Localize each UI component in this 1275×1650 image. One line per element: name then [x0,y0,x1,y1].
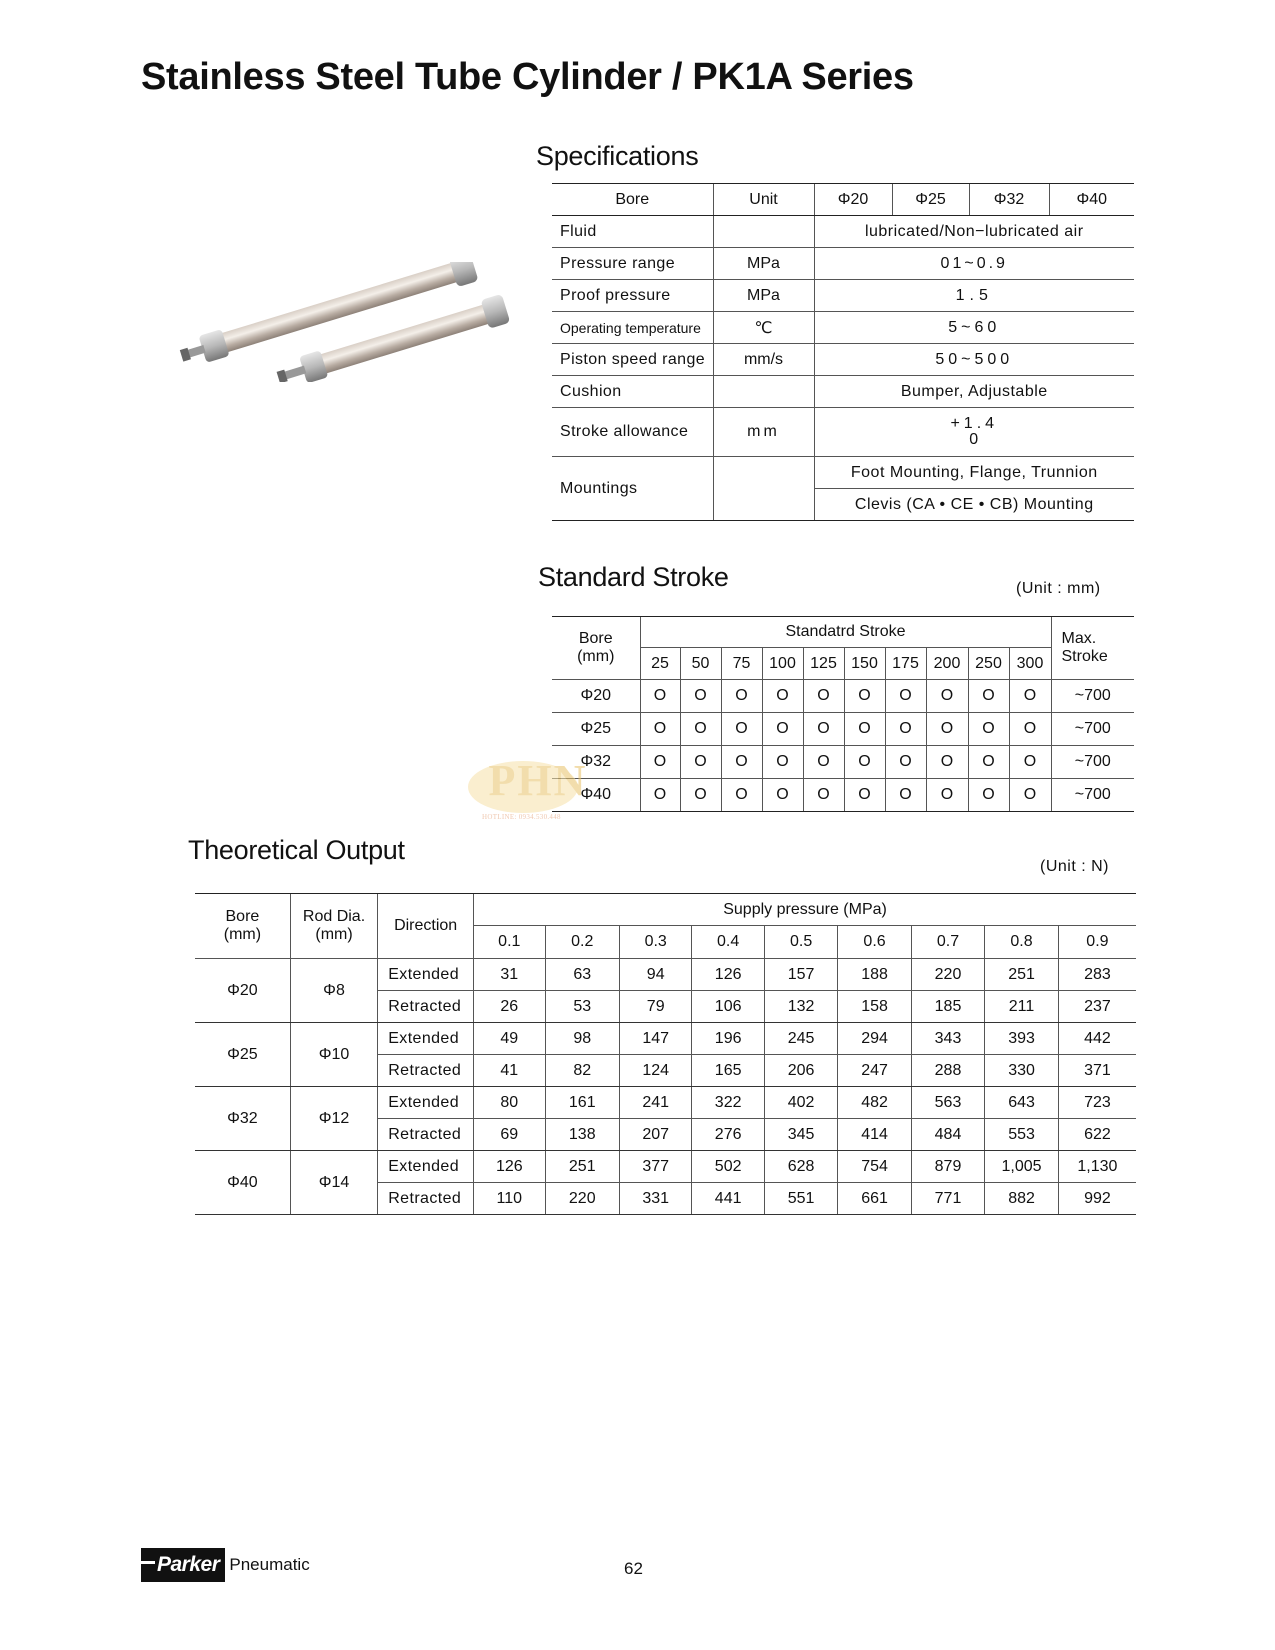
stroke-available-mark: O [1009,680,1051,713]
output-row-extended [195,1087,1136,1119]
stroke-available-mark: O [844,713,885,746]
spec-header-bore: Bore [552,184,713,216]
output-direction: Retracted [378,991,474,1023]
output-force-value: 241 [619,1087,691,1119]
output-force-value: 106 [692,991,764,1023]
output-force-value: 82 [545,1055,619,1087]
output-force-value: 211 [985,991,1059,1023]
stroke-available-mark: O [640,779,680,812]
pressure-header: 0.8 [985,926,1059,959]
stroke-available-mark: O [926,680,968,713]
spec-row-proof-pressure [552,280,1134,312]
stroke-max: ~700 [1051,779,1134,812]
output-direction: Retracted [378,1119,474,1151]
stroke-group-header: Standatrd Stroke [640,617,1051,648]
output-force-value: 138 [545,1119,619,1151]
stroke-available-mark: O [640,680,680,713]
spec-item: Fluid [552,216,713,248]
output-rod-header-line1: Rod Dia. [302,908,366,925]
output-force-value: 1,130 [1058,1151,1136,1183]
output-force-value: 643 [985,1087,1059,1119]
stroke-available-mark: O [1009,779,1051,812]
stroke-available-mark: O [885,713,926,746]
output-force-value: 377 [619,1151,691,1183]
output-force-value: 98 [545,1023,619,1055]
output-force-value: 207 [619,1119,691,1151]
output-force-value: 330 [985,1055,1059,1087]
stroke-available-mark: O [680,779,721,812]
spec-value: Foot Mounting, Flange, Trunnion [814,457,1134,489]
stroke-available-mark: O [885,746,926,779]
output-force-value: 553 [985,1119,1059,1151]
stroke-available-mark: O [968,779,1009,812]
spec-value-tolerance [814,408,1134,457]
output-row-extended [195,1023,1136,1055]
stroke-available-mark: O [968,746,1009,779]
stroke-row [552,746,1134,779]
spec-item: Piston speed range [552,344,713,376]
stroke-length-header: 50 [680,648,721,680]
stroke-bore: Φ25 [552,713,640,746]
stroke-available-mark: O [762,779,803,812]
spec-unit [713,376,814,408]
stroke-available-mark: O [803,779,844,812]
stroke-available-mark: O [640,746,680,779]
output-force-value: 393 [985,1023,1059,1055]
tolerance-lower: 0 [969,430,980,448]
stroke-available-mark: O [844,746,885,779]
output-force-value: 723 [1058,1087,1136,1119]
spec-item: Cushion [552,376,713,408]
output-force-value: 345 [764,1119,837,1151]
output-force-value: 26 [474,991,545,1023]
stroke-unit-note: (Unit : mm) [1016,580,1101,597]
stroke-available-mark: O [803,713,844,746]
output-force-value: 482 [838,1087,911,1119]
spec-item: Proof pressure [552,280,713,312]
output-row-extended [195,1151,1136,1183]
output-direction: Retracted [378,1055,474,1087]
output-force-value: 754 [838,1151,911,1183]
spec-item: Operating temperature [552,312,713,344]
output-rod: Φ14 [290,1151,377,1215]
watermark-text: PHN [488,756,588,805]
spec-unit: MPa [713,280,814,312]
stroke-available-mark: O [721,680,762,713]
stroke-length-header: 175 [885,648,926,680]
output-force-value: 69 [474,1119,545,1151]
output-force-value: 484 [911,1119,984,1151]
output-bore-header-line1: Bore [225,908,260,925]
parker-logo [141,1548,310,1582]
output-force-value: 157 [764,959,837,991]
stroke-row [552,680,1134,713]
output-force-value: 288 [911,1055,984,1087]
stroke-available-mark: O [680,680,721,713]
output-row-extended [195,959,1136,991]
output-force-value: 882 [985,1183,1059,1215]
spec-header-unit: Unit [713,184,814,216]
tolerance-upper: +1.4 [950,414,999,432]
spec-row-mountings [552,457,1134,489]
spec-item: Stroke allowance [552,408,713,457]
parker-logo-mark: Parker [141,1548,225,1582]
output-force-value: 161 [545,1087,619,1119]
output-force-value: 53 [545,991,619,1023]
output-force-value: 41 [474,1055,545,1087]
output-rod-header-line2: (mm) [315,926,353,943]
phn-watermark [468,755,608,835]
output-force-value: 126 [474,1151,545,1183]
output-force-value: 1,005 [985,1151,1059,1183]
standard-stroke-heading: Standard Stroke [538,562,729,592]
spec-row-stroke-allowance [552,408,1134,457]
parker-logo-subtitle: Pneumatic [229,1555,310,1574]
stroke-length-header: 150 [844,648,885,680]
output-force-value: 147 [619,1023,691,1055]
stroke-available-mark: O [803,746,844,779]
output-force-value: 165 [692,1055,764,1087]
spec-header-bore-40: Φ40 [1049,184,1134,216]
output-force-value: 158 [838,991,911,1023]
theoretical-output-heading: Theoretical Output [188,835,405,865]
output-force-value: 220 [545,1183,619,1215]
output-force-value: 402 [764,1087,837,1119]
spec-value: Clevis (CA • CE • CB) Mounting [814,489,1134,521]
output-force-value: 343 [911,1023,984,1055]
spec-row-cushion [552,376,1134,408]
spec-unit [713,457,814,521]
stroke-bore-header-line1: Bore [578,630,613,647]
output-direction: Extended [378,1151,474,1183]
stroke-row [552,713,1134,746]
stroke-available-mark: O [762,713,803,746]
output-force-value: 441 [692,1183,764,1215]
output-bore-header [195,894,290,959]
output-force-value: 110 [474,1183,545,1215]
output-force-value: 331 [619,1183,691,1215]
output-force-value: 283 [1058,959,1136,991]
stroke-available-mark: O [721,746,762,779]
output-bore: Φ40 [195,1151,290,1215]
stroke-length-header: 300 [1009,648,1051,680]
theoretical-output-table [195,893,1136,1215]
pressure-header: 0.2 [545,926,619,959]
stroke-length-header: 75 [721,648,762,680]
specifications-table [552,183,1134,521]
standard-stroke-table [552,616,1134,812]
stroke-available-mark: O [680,746,721,779]
output-rod: Φ12 [290,1087,377,1151]
stroke-max-header-line2: Stroke [1061,648,1108,665]
output-rod-header [290,894,377,959]
spec-item: Mountings [552,457,713,521]
output-rod: Φ10 [290,1023,377,1087]
output-force-value: 771 [911,1183,984,1215]
output-force-value: 251 [985,959,1059,991]
spec-value: lubricated/Non−lubricated air [814,216,1134,248]
output-direction-header: Direction [378,894,474,959]
spec-item: Pressure range [552,248,713,280]
pressure-header: 0.9 [1058,926,1136,959]
spec-row-operating-temperature [552,312,1134,344]
stroke-available-mark: O [885,680,926,713]
stroke-available-mark: O [803,680,844,713]
stroke-available-mark: O [844,779,885,812]
pressure-header: 0.1 [474,926,545,959]
output-force-value: 188 [838,959,911,991]
output-force-value: 245 [764,1023,837,1055]
stroke-available-mark: O [926,746,968,779]
output-force-value: 371 [1058,1055,1136,1087]
pressure-header: 0.3 [619,926,691,959]
page-number: 62 [624,1559,643,1578]
stroke-available-mark: O [926,779,968,812]
spec-header-bore-25: Φ25 [892,184,969,216]
output-bore: Φ32 [195,1087,290,1151]
spec-row-pressure-range [552,248,1134,280]
spec-value: 1.5 [814,280,1134,312]
stroke-available-mark: O [885,779,926,812]
spec-unit: mm [713,408,814,457]
output-force-value: 49 [474,1023,545,1055]
stroke-bore: Φ20 [552,680,640,713]
stroke-available-mark: O [762,746,803,779]
output-force-value: 220 [911,959,984,991]
output-force-value: 628 [764,1151,837,1183]
output-bore-header-line2: (mm) [223,926,262,943]
spec-row-fluid [552,216,1134,248]
output-force-value: 196 [692,1023,764,1055]
output-force-value: 251 [545,1151,619,1183]
watermark-hotline: HOTLINE: 0934.530.448 [482,813,561,821]
output-force-value: 247 [838,1055,911,1087]
spec-header-bore-20: Φ20 [814,184,892,216]
output-force-value: 276 [692,1119,764,1151]
stroke-available-mark: O [844,680,885,713]
stroke-available-mark: O [968,713,1009,746]
output-force-value: 31 [474,959,545,991]
output-force-value: 294 [838,1023,911,1055]
output-force-value: 414 [838,1119,911,1151]
output-force-value: 622 [1058,1119,1136,1151]
stroke-available-mark: O [721,779,762,812]
stroke-bore-header-line2: (mm) [577,648,615,665]
stroke-available-mark: O [1009,746,1051,779]
spec-unit: ℃ [713,312,814,344]
spec-value: 5~60 [814,312,1134,344]
output-force-value: 63 [545,959,619,991]
spec-unit: MPa [713,248,814,280]
stroke-available-mark: O [640,713,680,746]
pressure-header: 0.6 [838,926,911,959]
spec-unit [713,216,814,248]
output-bore: Φ25 [195,1023,290,1087]
stroke-max: ~700 [1051,746,1134,779]
stroke-max-header [1051,617,1134,680]
output-force-value: 126 [692,959,764,991]
cylinder-product-image [175,262,515,382]
stroke-length-header: 125 [803,648,844,680]
output-force-value: 551 [764,1183,837,1215]
output-force-value: 563 [911,1087,984,1119]
output-force-value: 661 [838,1183,911,1215]
specifications-heading: Specifications [536,141,699,171]
output-force-value: 992 [1058,1183,1136,1215]
output-force-value: 94 [619,959,691,991]
stroke-available-mark: O [762,680,803,713]
stroke-length-header: 250 [968,648,1009,680]
output-direction: Retracted [378,1183,474,1215]
output-force-value: 79 [619,991,691,1023]
output-force-value: 124 [619,1055,691,1087]
output-force-value: 502 [692,1151,764,1183]
pressure-header: 0.4 [692,926,764,959]
spec-value: 01~0.9 [814,248,1134,280]
stroke-available-mark: O [680,713,721,746]
spec-header-bore-32: Φ32 [969,184,1049,216]
output-bore: Φ20 [195,959,290,1023]
stroke-bore-header [552,617,640,680]
stroke-bore: Φ32 [552,746,640,779]
output-rod: Φ8 [290,959,377,1023]
output-force-value: 442 [1058,1023,1136,1055]
stroke-length-header: 100 [762,648,803,680]
output-direction: Extended [378,959,474,991]
spec-value: Bumper, Adjustable [814,376,1134,408]
output-pressure-header: Supply pressure (MPa) [474,894,1136,926]
output-force-value: 879 [911,1151,984,1183]
output-force-value: 206 [764,1055,837,1087]
page-title: Stainless Steel Tube Cylinder / PK1A Series [141,56,914,98]
spec-unit: mm/s [713,344,814,376]
output-direction: Extended [378,1023,474,1055]
stroke-bore: Φ40 [552,779,640,812]
output-force-value: 132 [764,991,837,1023]
output-direction: Extended [378,1087,474,1119]
pressure-header: 0.7 [911,926,984,959]
stroke-row [552,779,1134,812]
stroke-length-header: 200 [926,648,968,680]
stroke-max: ~700 [1051,713,1134,746]
stroke-available-mark: O [926,713,968,746]
output-force-value: 322 [692,1087,764,1119]
output-unit-note: (Unit : N) [1040,858,1109,875]
output-force-value: 80 [474,1087,545,1119]
stroke-available-mark: O [721,713,762,746]
spec-value: 50~500 [814,344,1134,376]
output-force-value: 237 [1058,991,1136,1023]
pressure-header: 0.5 [764,926,837,959]
stroke-length-header: 25 [640,648,680,680]
stroke-max: ~700 [1051,680,1134,713]
spec-row-piston-speed [552,344,1134,376]
stroke-available-mark: O [968,680,1009,713]
stroke-values-header-row [552,648,1134,680]
output-force-value: 185 [911,991,984,1023]
stroke-available-mark: O [1009,713,1051,746]
stroke-max-header-line1: Max. [1061,630,1097,647]
